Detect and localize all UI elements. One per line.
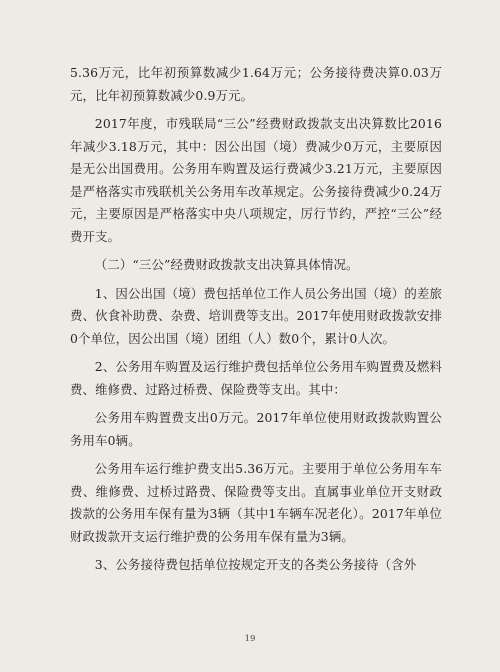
section-heading-details: （二）“三公”经费财政拨款支出决算具体情况。 <box>94 257 359 272</box>
paragraph-budget-summary: 5.36万元，比年初预算数减少1.64万元；公务接待费决算0.03万元，比年初预算数减少0.9万元。 <box>70 65 442 103</box>
paragraph-overseas-travel: 1、因公出国（境）费包括单位工作人员公务出国（境）的差旅费、伙食补助费、杂费、培训费等支出。2017年使用财政拨款安排0个单位，因公出国（境）团组（人）数0个，累计0人次。 <box>70 285 442 346</box>
paragraph-vehicle-costs: 2、公务用车购置及运行维护费包括单位公务用车购置费及燃料费、维修费、过路过桥费、保险费等支出。其中： <box>70 359 442 397</box>
paragraph-reception-costs: 3、公务接待费包括单位按规定开支的各类公务接待（含外 <box>94 557 417 572</box>
page-number: 19 <box>244 634 256 644</box>
paragraph-year-comparison: 2017年度，市残联局“三公”经费财政拨款支出决算数比2016年减少3.18万元，其中：因公出国（境）费减少0万元，主要原因是无公出国费用。公务用车购置及运行费减少3.21万元，主要原因是严格落实市残联机关公务用车改革规定。公务接待费减少0.24万元，主要原因是严格落实中央八项规定，厉行节约，严控“三公”经费开支。 <box>70 116 442 244</box>
paragraph-vehicle-purchase: 公务用车购置费支出0万元。2017年单位使用财政拨款购置公务用车0辆。 <box>70 410 442 448</box>
paragraph-vehicle-operation: 公务用车运行维护费支出5.36万元。主要用于单位公务用车车费、维修费、过桥过路费、保险费等支出。直属事业单位开支财政拨款的公务用车保有量为3辆（其中1车辆车况老化）。2017年单位财政拨款开支运行维护费的公务用车保有量为3辆。 <box>70 461 442 544</box>
document-body <box>70 62 442 583</box>
